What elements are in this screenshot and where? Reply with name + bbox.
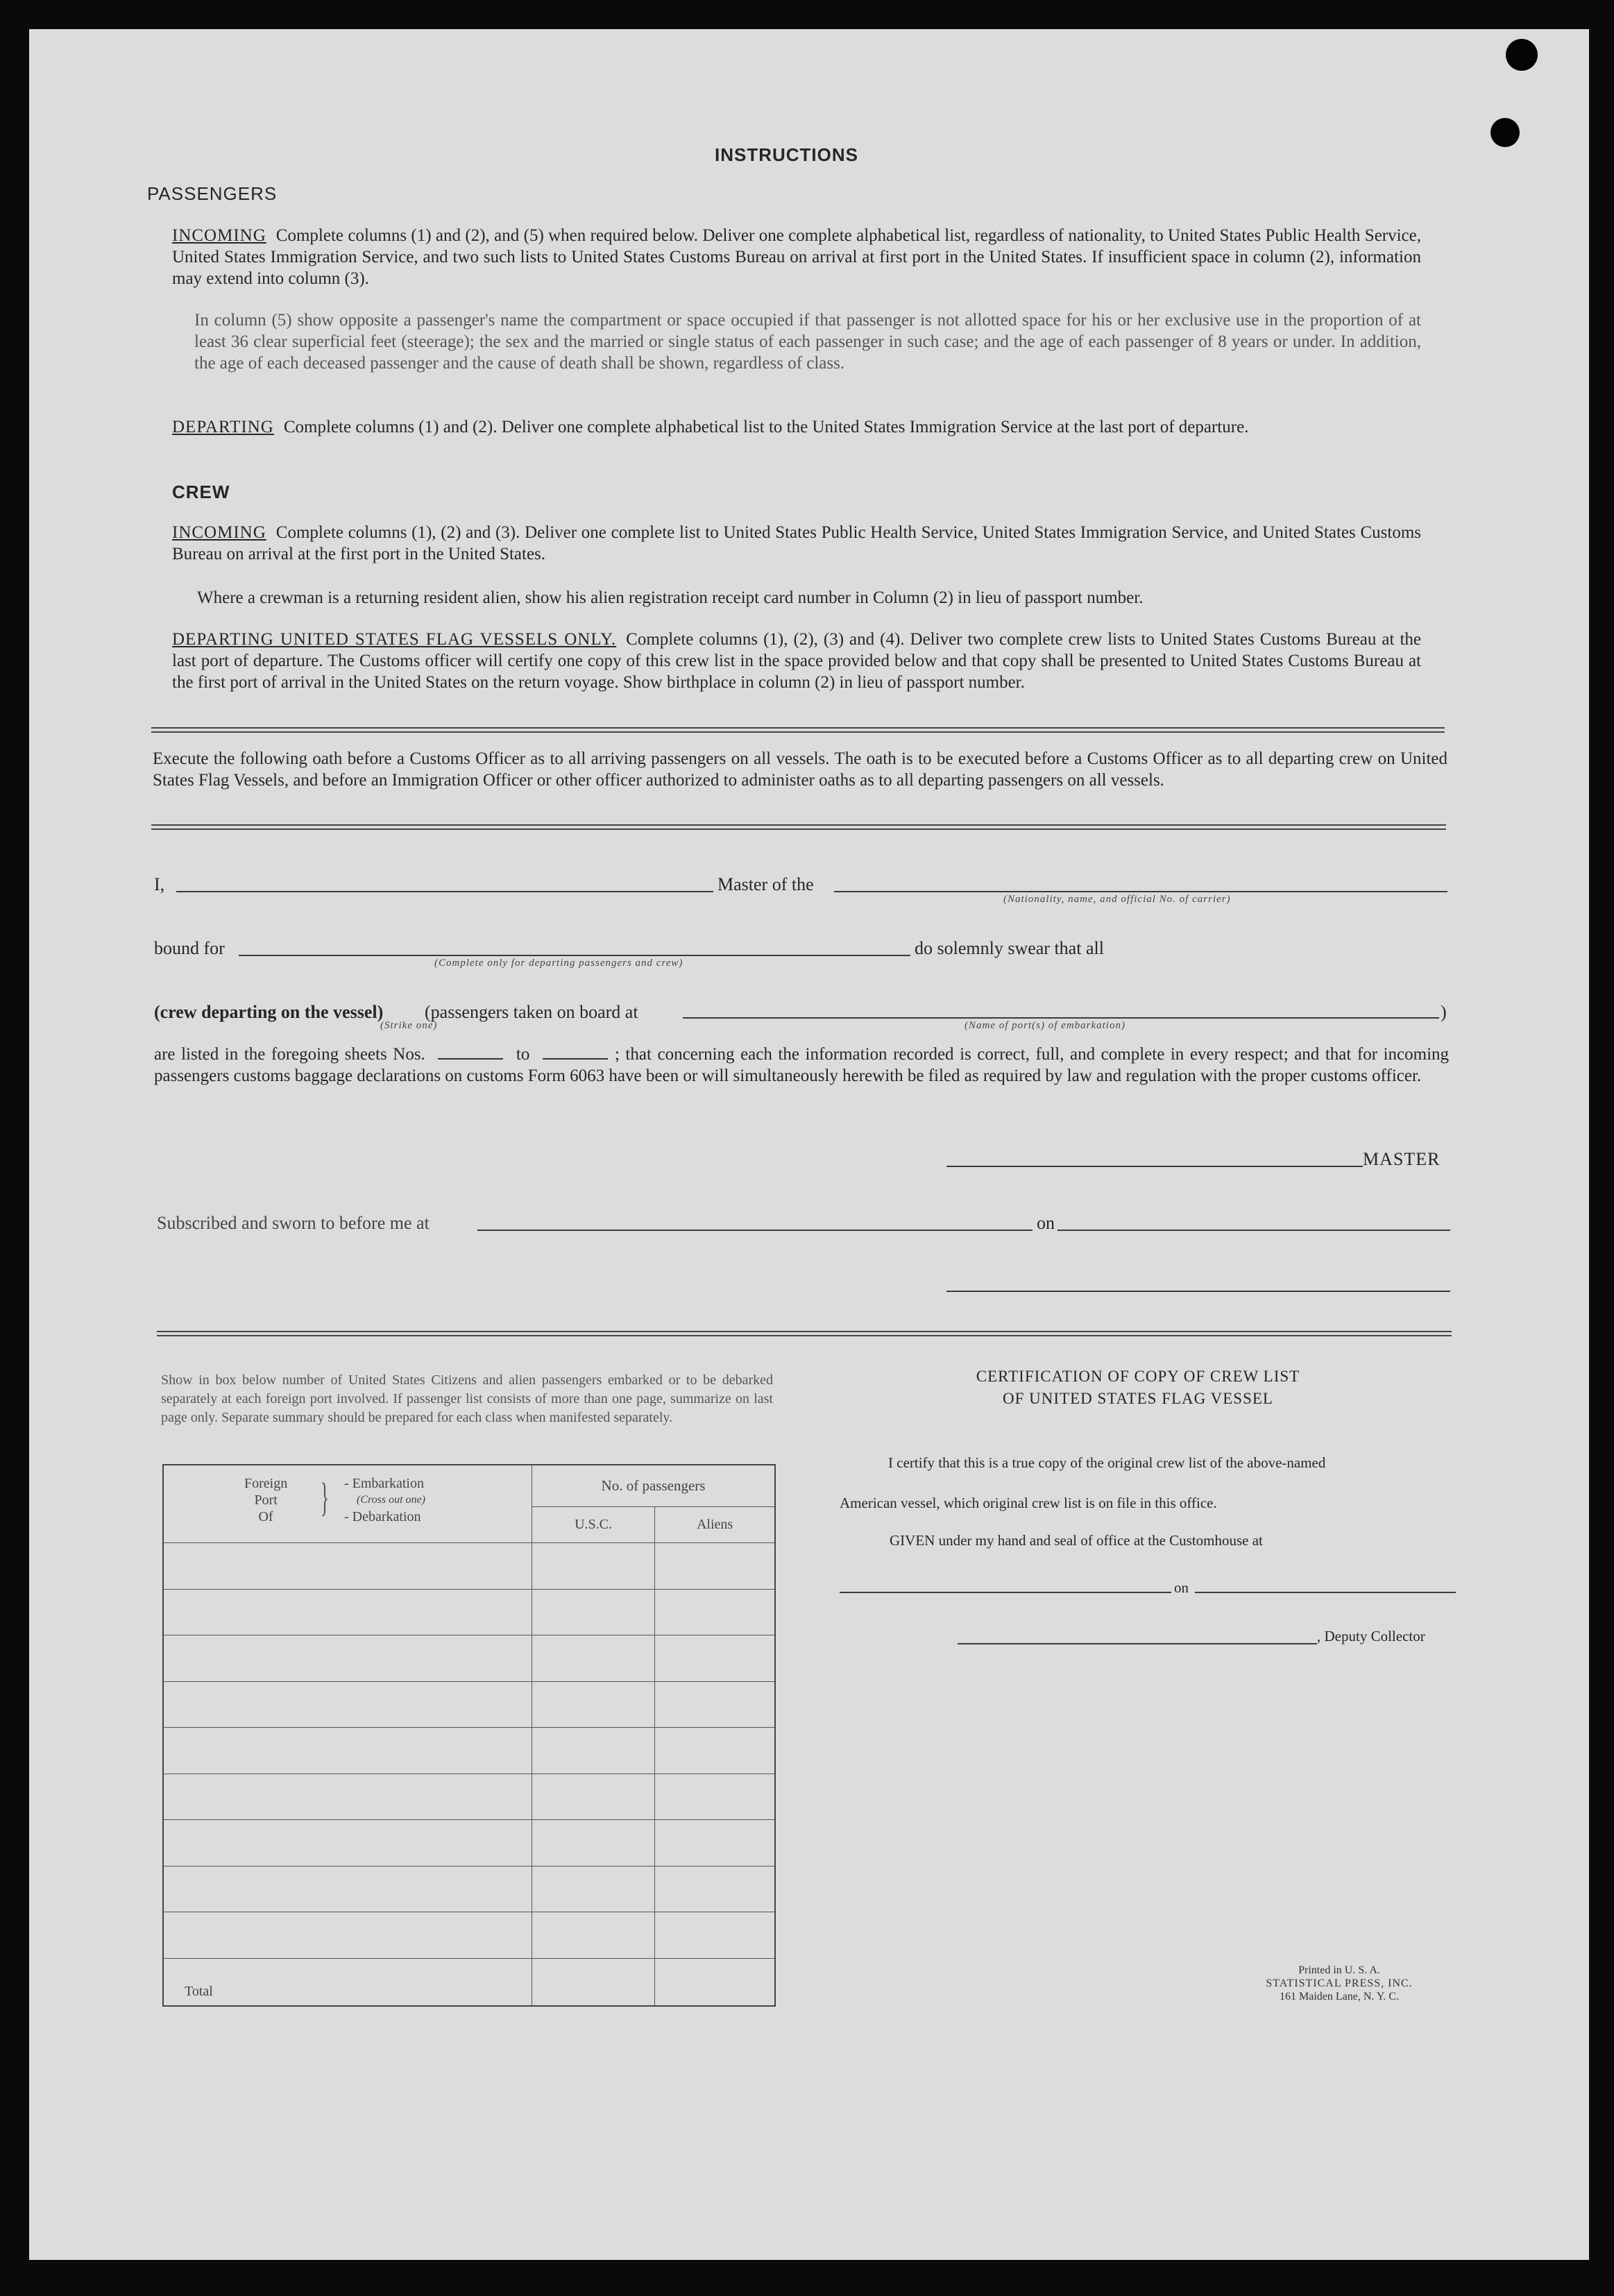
listed-rest: ; that concerning each the information recorded is correct, full, and complete in every respect; and that for incoming passengers customs baggage declarations on customs Form 6063 have been or will simultaneously herewith be filed as required by law and regulation with the proper customs officer. bbox=[154, 1045, 1450, 1085]
subscribed-label: Subscribed and sworn to before me at bbox=[157, 1213, 430, 1233]
passengers-departing-text: Complete columns (1) and (2). Deliver one complete alphabetical list to the United States Immigration Service at the last port of departure. bbox=[283, 418, 1249, 436]
certification-title-line2: OF UNITED STATES FLAG VESSEL bbox=[1003, 1390, 1273, 1407]
sheet-from-field[interactable] bbox=[438, 1046, 503, 1060]
crew-departing-label: DEPARTING UNITED STATES FLAG VESSELS ONLY. bbox=[172, 630, 617, 649]
divider-double-3 bbox=[157, 1331, 1452, 1336]
table-row[interactable] bbox=[163, 1635, 775, 1682]
column5-paragraph: In column (5) show opposite a passenger's name the compartment or space occupied if that passenger is not allotted space for his or her exclusive use in the proportion of at least 36 clear superficial feet (steerage); the sex and the married or single status of each passenger in such case; and the age of each passenger of 8 years or under. In addition, the age of each deceased passenger and the cause of death shall be shown, regardless of class. bbox=[194, 311, 1421, 373]
to-label: to bbox=[516, 1045, 530, 1064]
printer-line3: 161 Maiden Lane, N. Y. C. bbox=[1280, 1991, 1399, 2002]
debarkation-label: - Debarkation bbox=[344, 1509, 421, 1524]
punch-hole-bottom bbox=[1490, 118, 1520, 147]
master-of-the-label: Master of the bbox=[717, 874, 814, 894]
deputy-signature-field[interactable] bbox=[958, 1643, 1317, 1644]
deputy-collector-label: , Deputy Collector bbox=[1317, 1628, 1425, 1644]
passengers-departing-paragraph bbox=[172, 416, 1421, 438]
master-label: MASTER bbox=[1363, 1149, 1441, 1169]
crew-departing-text: Complete columns (1), (2), (3) and (4). Deliver two complete crew lists to United States Customs Bureau at the last port of departure. The Customs officer will certify one copy of this crew list in the space provided below and that copy shall be presented to United States Customs Bureau at the first port of arrival in the United States on the return voyage. Show birthplace in column (2) in lieu of passport number. bbox=[172, 630, 1421, 692]
crew-departing-paragraph bbox=[172, 629, 1421, 693]
total-label-cell: Total bbox=[163, 1958, 532, 2006]
listed-prefix: are listed in the foregoing sheets Nos. bbox=[154, 1045, 425, 1064]
embarkation-port-line[interactable] bbox=[683, 1017, 1439, 1019]
printer-imprint bbox=[1235, 1964, 1443, 2003]
table-row[interactable] bbox=[163, 1589, 775, 1635]
no-of-passengers-header: No. of passengers bbox=[532, 1465, 776, 1507]
page-title: INSTRUCTIONS bbox=[715, 144, 858, 165]
carrier-caption: (Nationality, name, and official No. of carrier) bbox=[1003, 894, 1231, 905]
master-name-field[interactable] bbox=[176, 891, 713, 892]
embarkation-label: - Embarkation bbox=[344, 1476, 424, 1491]
passenger-summary-table bbox=[162, 1464, 776, 2007]
crew-heading: CREW bbox=[172, 482, 230, 502]
of-label: Of bbox=[258, 1509, 273, 1524]
certification-title-line1: CERTIFICATION OF COPY OF CREW LIST bbox=[976, 1368, 1300, 1385]
crew-incoming-paragraph bbox=[172, 522, 1421, 565]
cert-on-label: on bbox=[1174, 1579, 1189, 1596]
customhouse-field[interactable] bbox=[840, 1592, 1171, 1593]
passengers-incoming-label: INCOMING bbox=[172, 226, 266, 245]
crew-incoming-text: Complete columns (1), (2) and (3). Deliver one complete list to United States Public Health Service, United States Immigration Service, and United States Customs Bureau on arrival at the first port in the United States. bbox=[172, 523, 1421, 563]
printer-line2: STATISTICAL PRESS, INC. bbox=[1266, 1978, 1413, 1989]
total-row[interactable] bbox=[163, 1958, 775, 2006]
bound-for-field[interactable] bbox=[239, 955, 910, 956]
table-row[interactable] bbox=[163, 1912, 775, 1959]
summary-instruction: Show in box below number of United States Citizens and alien passengers embarked or to be debarked separately at each foreign port involved. If passenger list consists of more than one page, summarize on last page only. Separate summary should be prepared for each class when manifested separately. bbox=[161, 1372, 773, 1425]
table-row[interactable] bbox=[163, 1728, 775, 1774]
divider-double-1 bbox=[151, 727, 1445, 733]
certification-title bbox=[833, 1366, 1457, 1410]
table-row[interactable] bbox=[163, 1543, 775, 1590]
i-label: I, bbox=[154, 874, 165, 894]
passengers-incoming-paragraph bbox=[172, 225, 1421, 289]
oath-instruction-paragraph: Execute the following oath before a Customs Officer as to all arriving passengers on all vessels. The oath is to be executed before a Customs Officer as to all departing crew on United States Flag Vessels, and before an Immigration Officer or other officer authorized to administer oaths as to all departing passengers on all vessels. bbox=[153, 749, 1447, 790]
crew-option-label: (crew departing on the vessel) bbox=[154, 1002, 384, 1022]
bound-for-caption: (Complete only for departing passengers and crew) bbox=[434, 958, 683, 969]
brace-icon: } bbox=[320, 1474, 330, 1520]
certify-line2: American vessel, which original crew list is on file in this office. bbox=[840, 1495, 1217, 1511]
master-signature-field[interactable] bbox=[946, 1166, 1363, 1167]
listed-paragraph bbox=[154, 1044, 1449, 1087]
strike-one-caption: (Strike one) bbox=[380, 1020, 438, 1031]
sworn-date-field[interactable] bbox=[1057, 1230, 1450, 1231]
officer-signature-field[interactable] bbox=[946, 1291, 1450, 1292]
bound-for-label: bound for bbox=[154, 938, 225, 958]
table-row[interactable] bbox=[163, 1774, 775, 1820]
port-caption: (Name of port(s) of embarkation) bbox=[965, 1020, 1125, 1031]
sworn-place-field[interactable] bbox=[477, 1230, 1033, 1231]
table-row[interactable] bbox=[163, 1866, 775, 1912]
carrier-field[interactable] bbox=[834, 891, 1447, 892]
cert-date-field[interactable] bbox=[1195, 1592, 1456, 1593]
foreign-label: Foreign bbox=[244, 1476, 288, 1491]
printer-line1: Printed in U. S. A. bbox=[1298, 1964, 1380, 1976]
passengers-incoming-text: Complete columns (1) and (2), and (5) when required below. Deliver one complete alphabetical list, regardless of nationality, to United States Public Health Service, United States Immigration Service, and two such lists to United States Customs Bureau on arrival at first port in the United States. If insufficient space in column (2), information may extend into column (3). bbox=[172, 226, 1421, 288]
given-line: GIVEN under my hand and seal of office at the Customhouse at bbox=[890, 1532, 1263, 1549]
punch-hole-top bbox=[1506, 39, 1538, 71]
sworn-on-label: on bbox=[1037, 1213, 1055, 1233]
port-header-cell bbox=[163, 1465, 532, 1543]
swear-label: do solemnly swear that all bbox=[915, 938, 1104, 958]
usc-header: U.S.C. bbox=[532, 1507, 655, 1543]
sheet-to-field[interactable] bbox=[543, 1046, 608, 1060]
divider-double-2 bbox=[151, 824, 1446, 830]
certify-line1: I certify that this is a true copy of the original crew list of the above-named bbox=[888, 1454, 1326, 1471]
table-row[interactable] bbox=[163, 1681, 775, 1728]
crew-incoming-label: INCOMING bbox=[172, 523, 266, 542]
passengers-heading: PASSENGERS bbox=[147, 183, 278, 204]
close-paren: ) bbox=[1441, 1002, 1447, 1022]
port-label: Port bbox=[254, 1493, 278, 1508]
passenger-option-label: (passengers taken on board at bbox=[425, 1002, 638, 1022]
resident-alien-paragraph: Where a crewman is a returning resident alien, show his alien registration receipt card number in Column (2) in lieu of passport number. bbox=[197, 588, 1144, 607]
cross-out-caption: (Cross out one) bbox=[357, 1494, 425, 1506]
passengers-departing-label: DEPARTING bbox=[172, 418, 274, 436]
aliens-header: Aliens bbox=[655, 1507, 775, 1543]
table-row[interactable] bbox=[163, 1820, 775, 1866]
